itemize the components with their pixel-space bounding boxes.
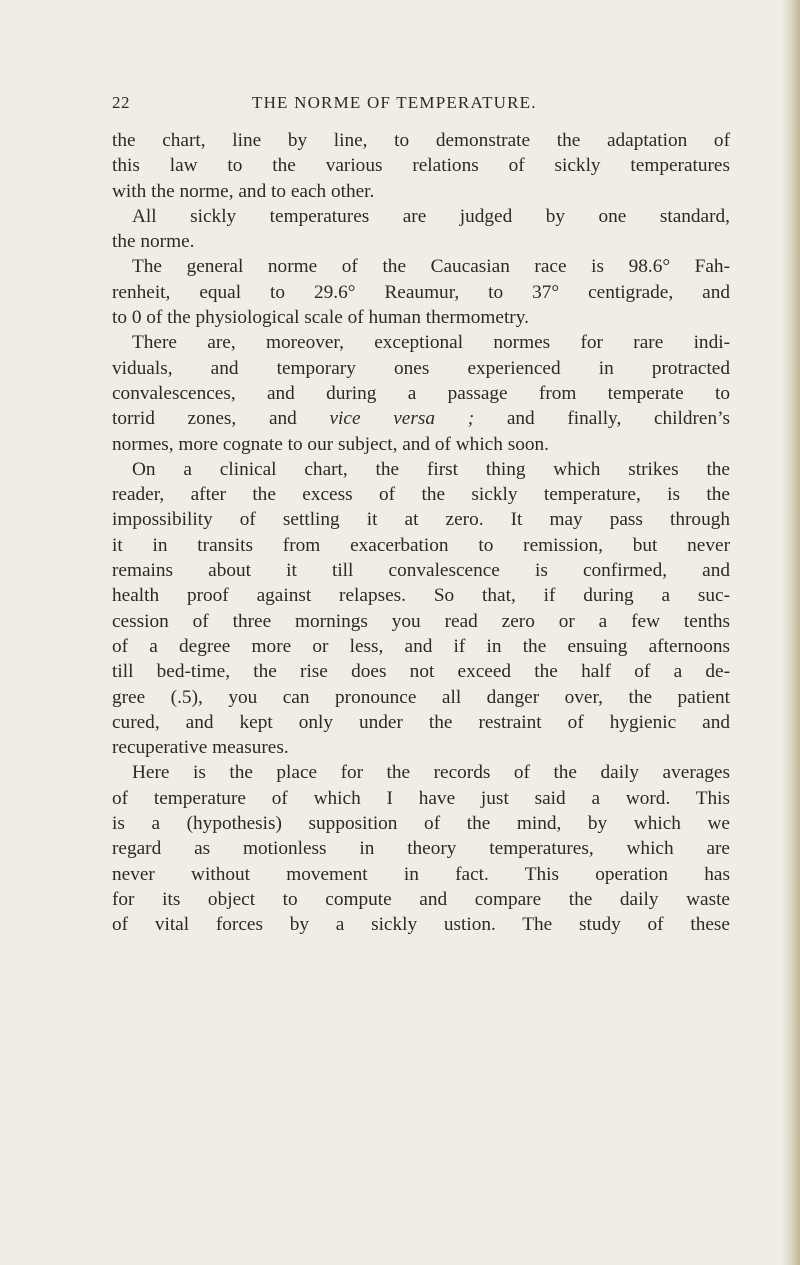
text-line: gree (.5), you can pronounce all danger over, the patient	[112, 686, 730, 708]
running-title: THE NORME OF TEMPERATURE.	[252, 93, 537, 112]
running-head	[112, 93, 727, 117]
text-line: never without movement in fact. This operation has	[112, 863, 730, 885]
text-line: of a degree more or less, and if in the ensuing afternoons	[112, 635, 730, 657]
text-segment: torrid zones, and	[112, 408, 297, 430]
text-line-with-italic	[112, 406, 730, 431]
text-line: cession of three mornings you read zero or a few tenths	[112, 610, 730, 632]
body-text	[112, 128, 730, 938]
text-line: health proof against relapses. So that, if during a suc-	[112, 585, 730, 607]
text-line: the norme.	[112, 231, 195, 253]
text-line: it in transits from exacerbation to remission, but never	[112, 534, 730, 556]
text-line: with the norme, and to each other.	[112, 180, 375, 202]
text-segment: and finally, children’s	[506, 408, 730, 430]
text-line: of temperature of which I have just said a word. This	[112, 787, 730, 809]
text-line: Here is the place for the records of the daily averages	[132, 762, 730, 784]
text-line: renheit, equal to 29.6° Reaumur, to 37° centigrade, and	[112, 281, 730, 303]
page-number: 22	[112, 93, 130, 112]
italic-phrase: vice versa ;	[329, 408, 475, 430]
text-line: cured, and kept only under the restraint of hygienic and	[112, 711, 730, 733]
text-line: viduals, and temporary ones experienced in protracted	[112, 357, 730, 379]
text-line: remains about it till convalescence is confirmed, and	[112, 560, 730, 582]
text-line: the chart, line by line, to demonstrate the adaptation of	[112, 130, 730, 151]
text-line: this law to the various relations of sickly temperatures	[112, 155, 730, 177]
text-line: normes, more cognate to our subject, and of which soon.	[112, 433, 549, 455]
text-line: regard as motionless in theory temperatures, which are	[112, 838, 730, 860]
text-line: is a (hypothesis) supposition of the mind, by which we	[112, 813, 730, 835]
text-line: till bed-time, the rise does not exceed the half of a de-	[112, 661, 730, 683]
text-line: reader, after the excess of the sickly temperature, is the	[112, 484, 730, 506]
text-line: recuperative measures.	[112, 737, 289, 759]
text-line: The general norme of the Caucasian race is 98.6° Fah-	[132, 256, 730, 278]
text-line: for its object to compute and compare the daily waste	[112, 888, 730, 910]
text-line: to 0 of the physiological scale of human thermometry.	[112, 307, 529, 329]
page-edge-shadow	[782, 0, 800, 1265]
text-line: There are, moreover, exceptional normes for rare indi-	[132, 332, 730, 354]
text-line: convalescences, and during a passage from temperate to	[112, 382, 730, 404]
text-line: impossibility of settling it at zero. It may pass through	[112, 509, 730, 531]
text-line: All sickly temperatures are judged by one standard,	[132, 205, 730, 227]
text-line: of vital forces by a sickly ustion. The study of these	[112, 914, 730, 936]
text-line: On a clinical chart, the first thing which strikes the	[132, 458, 730, 480]
